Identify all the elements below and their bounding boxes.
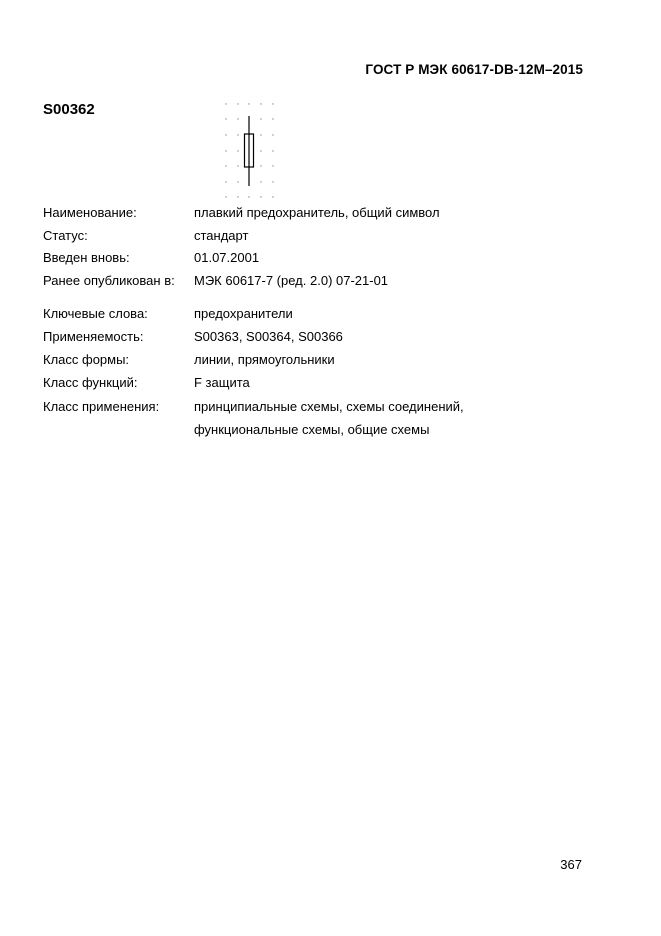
field-label: Класс применения:: [43, 399, 160, 414]
field-label: Класс формы:: [43, 352, 130, 367]
field-label: Класс функций:: [43, 375, 138, 390]
field-value: S00363, S00364, S00366: [194, 329, 343, 344]
field-label: Ключевые слова:: [43, 306, 148, 321]
field-value: плавкий предохранитель, общий символ: [194, 205, 440, 220]
field-label: Введен вновь:: [43, 250, 130, 265]
field-label: Наименование:: [43, 205, 137, 220]
field-label: Статус:: [43, 228, 88, 243]
field-value: предохранители: [194, 306, 293, 321]
field-label: Ранее опубликован в:: [43, 273, 175, 288]
field-value: функциональные схемы, общие схемы: [194, 422, 430, 437]
symbol-id: S00362: [43, 101, 95, 118]
field-value: принципиальные схемы, схемы соединений,: [194, 399, 464, 414]
field-value: F защита: [194, 375, 250, 390]
page-number: 367: [560, 857, 582, 872]
fuse-symbol-icon: [218, 98, 280, 202]
field-value: стандарт: [194, 228, 249, 243]
document-standard-header: ГОСТ Р МЭК 60617-DB-12M–2015: [365, 62, 583, 77]
field-label: Применяемость:: [43, 329, 144, 344]
field-value: линии, прямоугольники: [194, 352, 335, 367]
field-value: 01.07.2001: [194, 250, 260, 265]
field-value: МЭК 60617-7 (ред. 2.0) 07-21-01: [194, 273, 389, 288]
